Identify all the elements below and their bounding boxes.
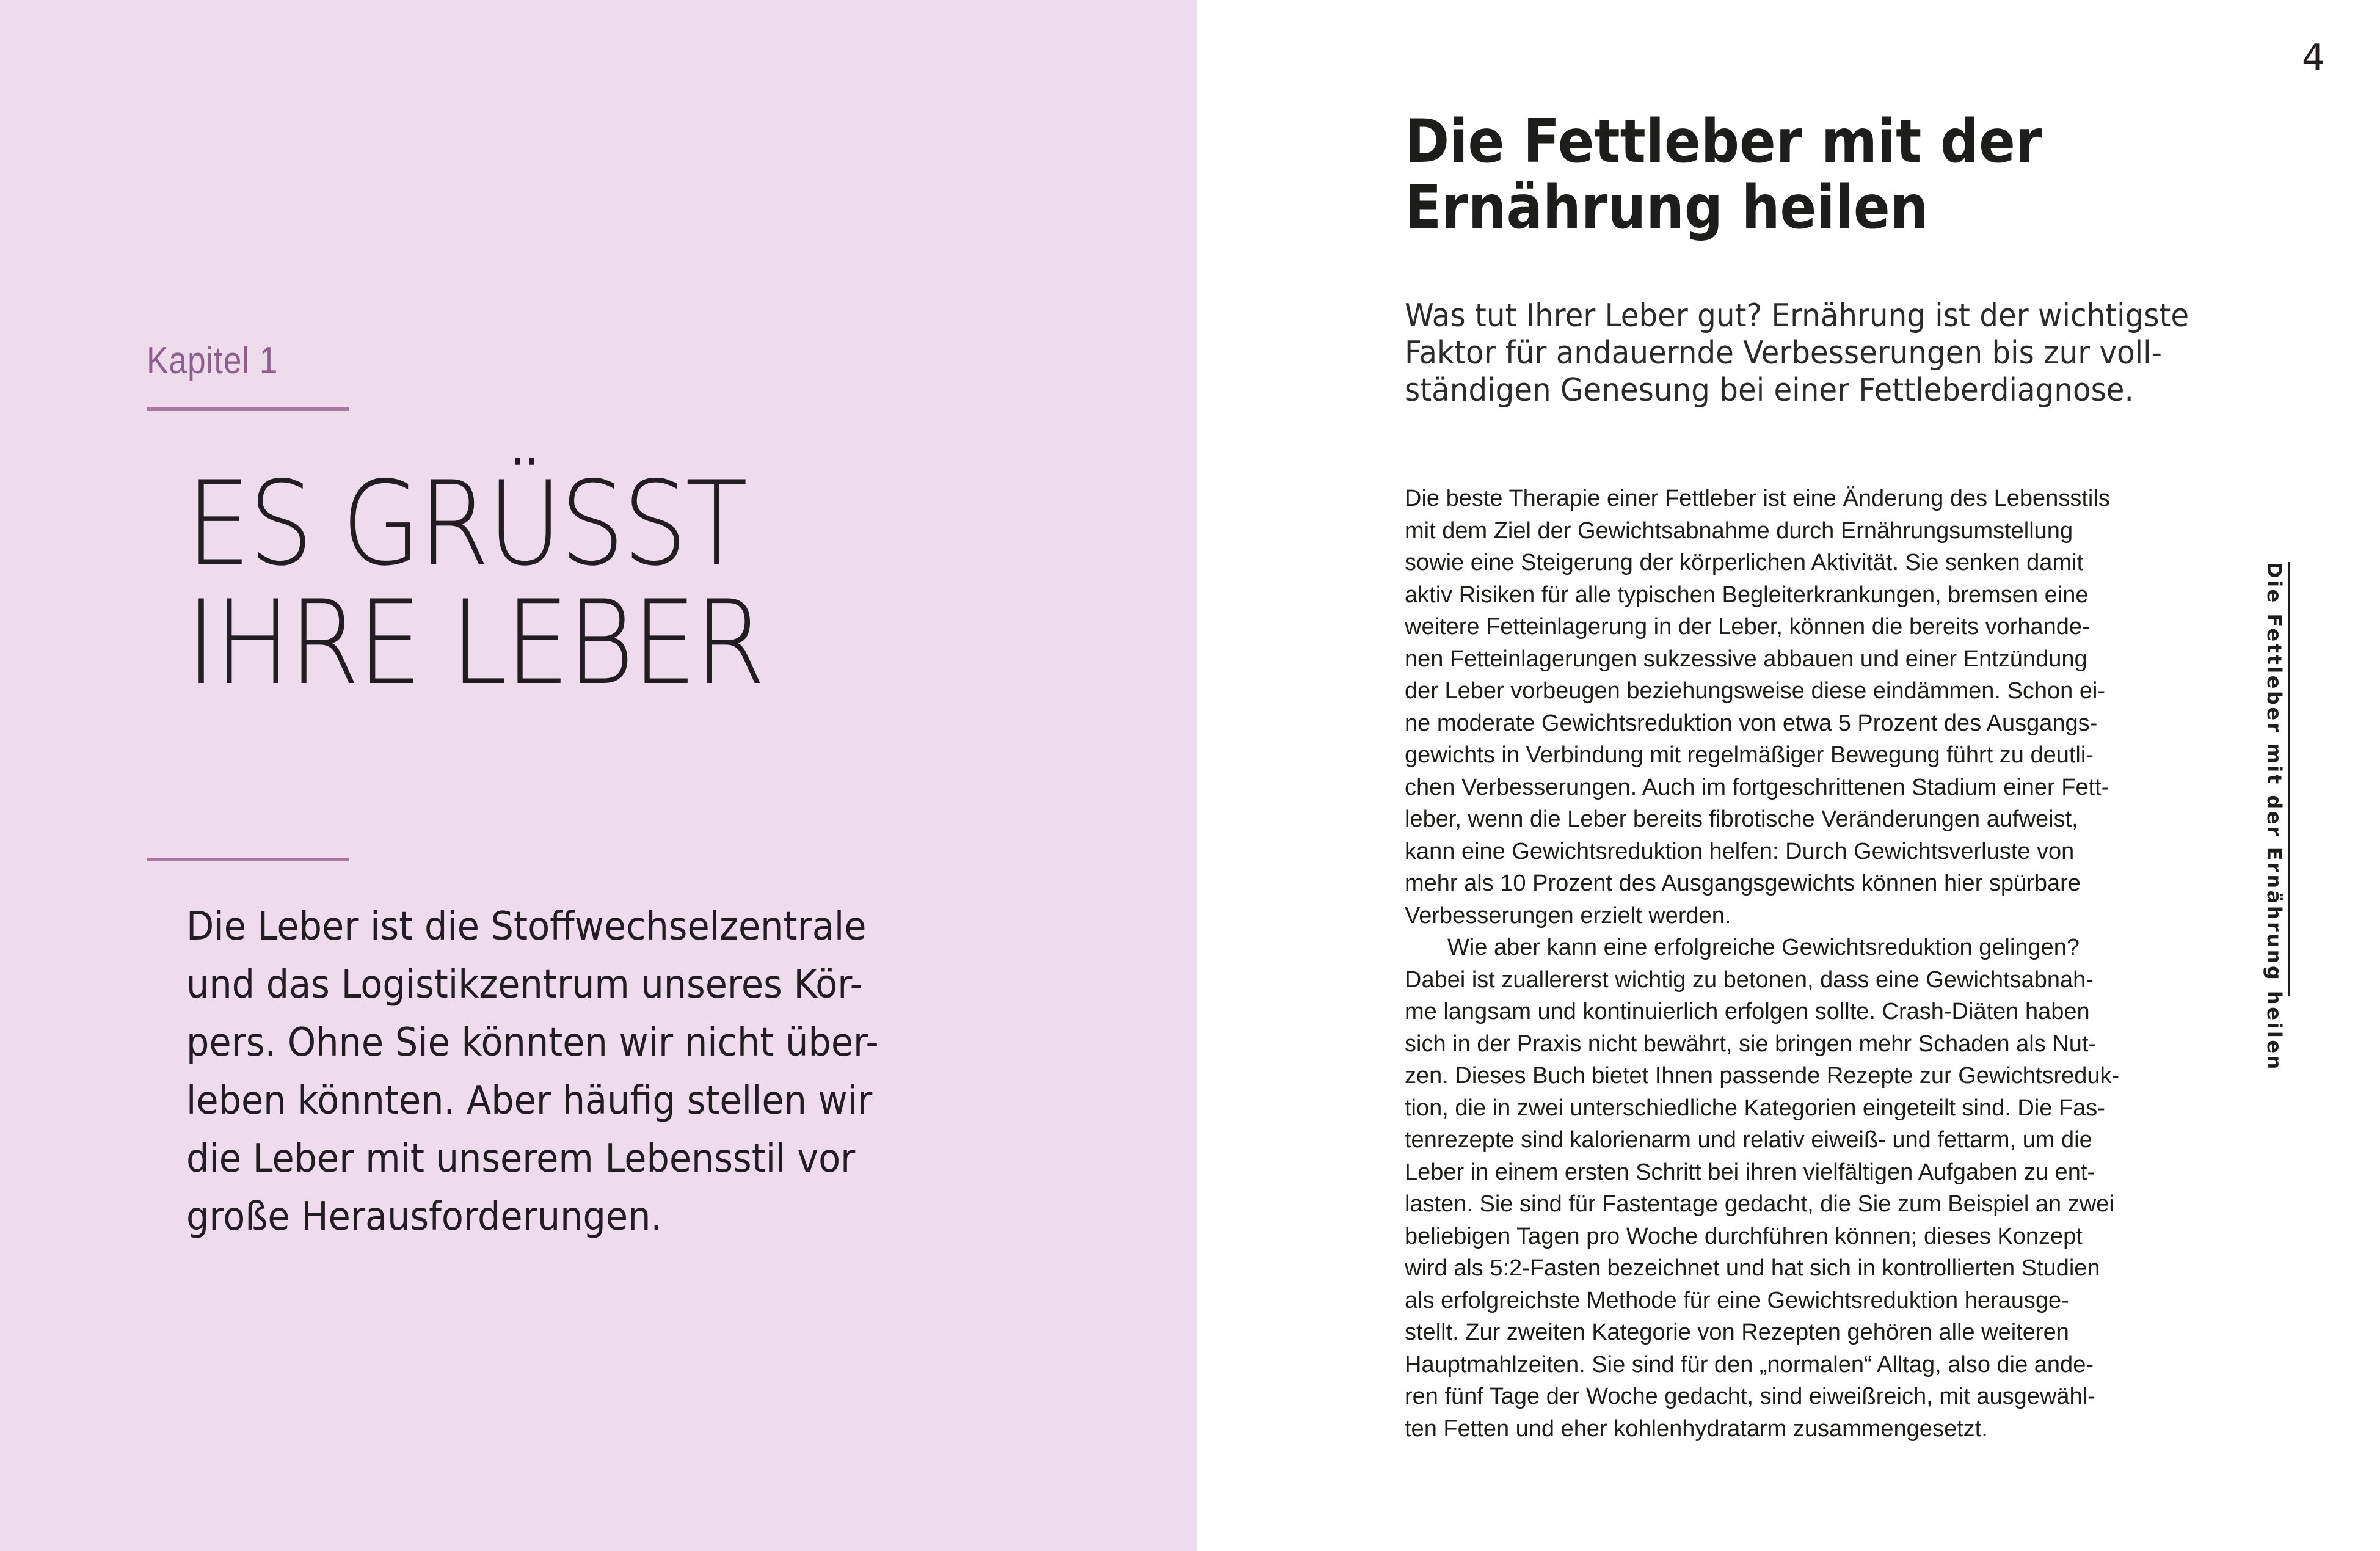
body-line: Verbesserungen erzielt werden. xyxy=(1405,902,1731,929)
article-title xyxy=(1405,109,2113,241)
body-line: Hauptmahlzeiten. Sie sind für den „normalen“ Alltag, also die ande- xyxy=(1405,1351,2094,1378)
chapter-rule-top xyxy=(147,407,349,411)
lead-line: Faktor für andauernde Verbesserungen bis zur voll- xyxy=(1405,335,2163,371)
intro-line: Die Leber ist die Stoffwechselzentrale xyxy=(186,904,867,949)
side-tab-label: Die Fettleber mit der Ernährung heilen xyxy=(2263,562,2286,1071)
body-line: Leber in einem ersten Schritt bei ihren vielfältigen Aufgaben zu ent- xyxy=(1405,1159,2095,1185)
body-line: nen Fetteinlagerungen sukzessive abbauen und einer Entzündung xyxy=(1405,646,2087,672)
body-line: kann eine Gewichtsreduktion helfen: Durch Gewichtsverluste von xyxy=(1405,838,2075,864)
body-line: mehr als 10 Prozent des Ausgangsgewichts können hier spürbare xyxy=(1405,870,2081,896)
body-line: der Leber vorbeugen beziehungsweise diese eindämmen. Schon ei- xyxy=(1405,678,2106,704)
body-line: wird als 5:2-Fasten bezeichnet und hat sich in kontrollierten Studien xyxy=(1405,1255,2100,1281)
body-line: ren fünf Tage der Woche gedacht, sind eiweißreich, mit ausgewähl- xyxy=(1405,1384,2095,1409)
body-line: tion, die in zwei unterschiedliche Kategorien eingeteilt sind. Die Fas- xyxy=(1405,1095,2105,1121)
body-line: leber, wenn die Leber bereits fibrotische Veränderungen aufweist, xyxy=(1405,806,2078,832)
page-number: 4 xyxy=(2301,37,2325,79)
chapter-title-line: IHRE LEBER xyxy=(186,575,763,710)
body-line: mit dem Ziel der Gewichtsabnahme durch Ernährungsumstellung xyxy=(1405,517,2073,544)
body-line: stellt. Zur zweiten Kategorie von Rezepten gehören alle weiteren xyxy=(1405,1319,2069,1345)
chapter-title-line: ES GRÜSST xyxy=(186,456,746,591)
body-line: tenrezepte sind kalorienarm und relativ eiweiß- und fettarm, um die xyxy=(1405,1127,2092,1153)
article-title-line: Ernährung heilen xyxy=(1405,173,1929,243)
side-tab-rule xyxy=(2288,562,2290,996)
chapter-rule-bottom xyxy=(147,858,349,861)
body-line: sowie eine Steigerung der körperlichen Aktivität. Sie senken damit xyxy=(1405,550,2084,575)
body-line: beliebigen Tagen pro Woche durchführen können; dieses Konzept xyxy=(1405,1223,2083,1249)
body-line: als erfolgreichste Methode für eine Gewichtsreduktion herausge- xyxy=(1405,1287,2069,1313)
body-line: ne moderate Gewichtsreduktion von etwa 5 Prozent des Ausgangs- xyxy=(1405,710,2098,736)
body-line: zen. Dieses Buch bietet Ihnen passende Rezepte zur Gewichtsreduk- xyxy=(1405,1063,2120,1089)
body-line: Die beste Therapie einer Fettleber ist eine Änderung des Lebensstils xyxy=(1405,486,2110,511)
article-title-line: Die Fettleber mit der xyxy=(1405,107,2042,177)
lead-paragraph xyxy=(1405,297,2223,409)
body-line: Dabei ist zuallererst wichtig zu betonen, dass eine Gewichtsabnah- xyxy=(1405,966,2094,993)
body-line: me langsam und kontinuierlich erfolgen sollte. Crash-Diäten haben xyxy=(1405,999,2090,1024)
right-page xyxy=(1197,0,2380,1551)
intro-line: große Herausforderungen. xyxy=(186,1194,663,1239)
intro-line: pers. Ohne Sie könnten wir nicht über- xyxy=(186,1020,879,1065)
chapter-title xyxy=(186,456,763,710)
body-line: chen Verbesserungen. Auch im fortgeschrittenen Stadium einer Fett- xyxy=(1405,774,2109,800)
body-line: lasten. Sie sind für Fastentage gedacht, die Sie zum Beispiel an zwei xyxy=(1405,1191,2114,1217)
body-line: Wie aber kann eine erfolgreiche Gewichtsreduktion gelingen? xyxy=(1447,935,2080,960)
body-line: weitere Fetteinlagerung in der Leber, können die bereits vorhande- xyxy=(1405,614,2090,640)
lead-line: Was tut Ihrer Leber gut? Ernährung ist der wichtigste xyxy=(1405,297,2189,334)
chapter-label: Kapitel 1 xyxy=(147,340,278,382)
intro-line: und das Logistikzentrum unseres Kör- xyxy=(186,962,863,1007)
body-line: ten Fetten und eher kohlenhydratarm zusammengesetzt. xyxy=(1405,1415,1988,1442)
intro-line: leben könnten. Aber häufig stellen wir xyxy=(186,1078,873,1123)
body-line: gewichts in Verbindung mit regelmäßiger Bewegung führt zu deutli- xyxy=(1405,742,2094,768)
body-text xyxy=(1405,483,2199,1445)
lead-line: ständigen Genesung bei einer Fettleberdiagnose. xyxy=(1405,372,2134,409)
body-line: aktiv Risiken für alle typischen Begleiterkrankungen, bremsen eine xyxy=(1405,582,2089,608)
intro-line: die Leber mit unserem Lebensstil vor xyxy=(186,1136,856,1181)
body-line: sich in der Praxis nicht bewährt, sie bringen mehr Schaden als Nut- xyxy=(1405,1031,2097,1057)
chapter-intro xyxy=(186,898,956,1246)
side-tab xyxy=(2263,562,2312,1071)
